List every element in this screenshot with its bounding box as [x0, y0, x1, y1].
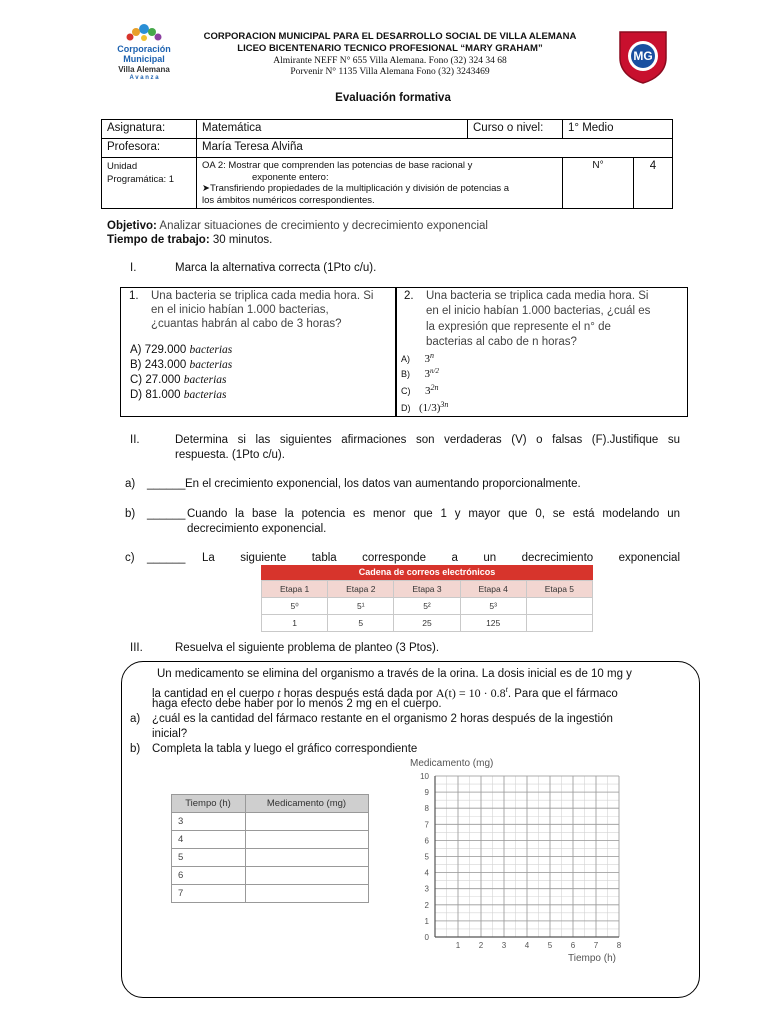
section1-num: I. — [130, 262, 137, 274]
q2-option-a-base: 3 — [424, 353, 431, 365]
time-cell: 7 — [172, 885, 246, 903]
q2-option-b-base: 3 — [424, 368, 431, 380]
mg-input-cell[interactable] — [246, 885, 369, 903]
oa-line-2: exponente entero: — [252, 171, 329, 183]
graph-y-ticks — [420, 772, 429, 942]
q2-option-c-letter: C) — [401, 386, 411, 396]
section2-title-1: Determina si las siguientes afirmaciones son verdaderas (V) o falsas (F).Justifique su — [175, 434, 680, 446]
mail-cell: 5² — [394, 598, 460, 615]
objetivo-text: Analizar situaciones de crecimiento y decrecimiento exponencial — [156, 220, 488, 232]
logo-text-1: Corporación — [117, 44, 171, 54]
y-tick-label: 5 — [424, 852, 429, 862]
y-tick-label: 1 — [424, 916, 429, 926]
q2-option-d-base: (1/3) — [419, 402, 441, 414]
s2-item-c-letter: c) — [125, 552, 135, 564]
q2-option-d[interactable] — [401, 400, 448, 414]
time-cell: 6 — [172, 867, 246, 885]
problem-line-2b: horas después está dada por — [280, 687, 436, 700]
oa-line-3 — [202, 183, 557, 195]
oa-cell — [197, 158, 563, 209]
x-tick-label: 4 — [524, 941, 530, 950]
q2-option-c-base: 3 — [425, 385, 431, 397]
graph-xlabel: Tiempo (h) — [568, 953, 616, 964]
x-tick-label: 6 — [570, 941, 576, 950]
n-value: 4 — [634, 158, 673, 209]
qa-line-1: ¿cuál es la cantidad del fármaco restante en el organismo 2 horas después de la ingestión — [152, 713, 613, 725]
q1-num: 1. — [129, 290, 139, 302]
mail-header-cell: Etapa 4 — [460, 581, 526, 598]
x-tick-label: 7 — [593, 941, 599, 950]
mail-cell: 5⁰ — [262, 598, 328, 615]
y-tick-label: 2 — [424, 900, 429, 910]
mail-cell: 5¹ — [328, 598, 394, 615]
y-tick-label: 7 — [424, 820, 429, 830]
mail-cell: 125 — [460, 615, 526, 632]
y-tick-label: 0 — [424, 933, 429, 942]
oa-line-1: OA 2: Mostrar que comprenden las potencias de base racional y — [202, 160, 473, 171]
y-tick-label: 8 — [424, 804, 429, 814]
q1-option-b-unit: bacterias — [189, 359, 233, 371]
arrow-bullet-icon: ➤ — [202, 183, 210, 194]
mg-input-cell[interactable] — [246, 813, 369, 831]
tiempo-line — [107, 233, 707, 248]
y-tick-label: 9 — [424, 788, 429, 798]
q2-option-b-exp: n/2 — [430, 367, 439, 375]
logo-text-4: A v a n z a — [129, 75, 159, 81]
mail-cell: 25 — [394, 615, 460, 632]
s2-item-b-blank[interactable]: ______ — [147, 508, 186, 520]
section2-num: II. — [130, 434, 140, 446]
q2-text-2: en el inicio habían 1.000 bacterias, ¿cuál es — [426, 305, 651, 317]
y-tick-label: 4 — [424, 868, 429, 878]
q2-num: 2. — [404, 290, 414, 302]
s2-item-a-blank[interactable]: ______ — [147, 478, 186, 490]
q2-option-d-exp: 3n — [440, 400, 449, 409]
medication-header-mg: Medicamento (mg) — [246, 795, 369, 813]
mail-header-row — [262, 581, 593, 598]
x-tick-label: 5 — [547, 941, 553, 950]
q1-option-b-letter: B) — [130, 359, 142, 371]
medication-graph[interactable] — [405, 752, 630, 967]
mg-input-cell[interactable] — [246, 867, 369, 885]
problem-line-1: Un medicamento se elimina del organismo a través de la orina. La dosis inicial es de 10 mg y — [157, 668, 632, 680]
section1-title: Marca la alternativa correcta (1Pto c/u). — [175, 262, 377, 274]
q1-option-a[interactable] — [130, 343, 232, 358]
q1-option-d[interactable] — [130, 388, 227, 403]
mail-cell — [526, 598, 592, 615]
x-tick-label: 8 — [616, 941, 622, 950]
q2-option-a[interactable] — [401, 351, 434, 365]
q1-option-d-letter: D) — [130, 389, 143, 401]
medication-header-row — [172, 795, 369, 813]
s2-item-a-letter: a) — [125, 478, 136, 490]
mail-table — [261, 580, 593, 632]
qa-line-2: inicial? — [152, 728, 188, 740]
logo-left — [106, 22, 182, 84]
profesora-value: María Teresa Alviña — [197, 139, 673, 158]
graph-ylabel: Medicamento (mg) — [410, 758, 494, 769]
problem-line-2c: . Para que el fármaco — [507, 687, 618, 700]
header-line-2: LICEO BICENTENARIO TECNICO PROFESIONAL “MARY GRAHAM” — [237, 43, 543, 54]
mail-header-cell: Etapa 3 — [394, 581, 460, 598]
time-cell: 3 — [172, 813, 246, 831]
q1-option-d-value: 81.000 — [145, 389, 181, 401]
section2-title-2: respuesta. (1Pto c/u). — [175, 449, 285, 461]
y-tick-label: 10 — [420, 772, 429, 781]
q2-text-3: la expresión que represente el n° de — [426, 321, 611, 333]
s2-item-a-text: En el crecimiento exponencial, los datos van aumentando proporcionalmente. — [185, 478, 581, 490]
table-row — [172, 885, 369, 903]
graph-grid — [435, 776, 619, 937]
q1-option-b-value: 243.000 — [144, 359, 187, 371]
header-line-4: Porvenir N° 1135 Villa Alemana Fono (32) 3243469 — [290, 67, 490, 77]
table-row — [172, 849, 369, 867]
section3-num: III. — [130, 642, 143, 654]
n-label: N° — [563, 158, 634, 209]
s2-item-c-blank[interactable]: ______ — [147, 552, 186, 564]
mail-header-cell: Etapa 5 — [526, 581, 592, 598]
curso-value: 1° Medio — [563, 120, 673, 139]
q2-option-a-letter: A) — [401, 354, 410, 364]
qb-letter: b) — [130, 743, 141, 755]
problem-line-2a: la cantidad en el cuerpo — [152, 687, 278, 700]
table-row — [172, 831, 369, 849]
mail-cell: 5³ — [460, 598, 526, 615]
unidad-label-1: Unidad — [107, 161, 138, 172]
q1-option-b[interactable] — [130, 358, 232, 373]
oa-line-3-text: Transfiriendo propiedades de la multiplicación y división de potencias a — [209, 183, 510, 194]
q1-option-c-value: 27.000 — [145, 374, 181, 386]
x-tick-label: 2 — [478, 941, 484, 950]
q1-option-a-letter: A) — [130, 344, 142, 356]
profesora-label: Profesora: — [102, 139, 197, 158]
mail-cell: 5 — [328, 615, 394, 632]
mail-cell: 1 — [262, 615, 328, 632]
logo-text-2: Municipal — [123, 54, 165, 64]
tiempo-value: 30 minutos. — [209, 234, 273, 246]
unidad-label-2: Programática: 1 — [107, 174, 175, 185]
y-tick-label: 6 — [424, 836, 429, 846]
q1-text-1: Una bacteria se triplica cada media hora. Si — [151, 290, 374, 302]
table-row — [172, 813, 369, 831]
q2-option-b[interactable] — [401, 367, 439, 380]
mg-input-cell[interactable] — [246, 849, 369, 867]
mail-header-cell: Etapa 1 — [262, 581, 328, 598]
q2-text-4: bacterias al cabo de n horas? — [426, 336, 577, 348]
mail-powers-row — [262, 598, 593, 615]
mail-values-row — [262, 615, 593, 632]
problem-formula-exp: t — [505, 685, 508, 694]
s2-item-b-letter: b) — [125, 508, 136, 520]
problem-t: t — [277, 687, 281, 700]
curso-label: Curso o nivel: — [468, 120, 563, 139]
q2-option-a-exp: n — [430, 351, 435, 360]
qa-letter: a) — [130, 713, 141, 725]
unidad-cell — [102, 158, 197, 209]
q1-text-3: ¿cuantas habrán al cabo de 3 horas? — [151, 318, 342, 330]
oa-line-4: los ámbitos numéricos correspondientes. — [202, 194, 375, 206]
q1-option-d-unit: bacterias — [183, 389, 227, 401]
asignatura-label: Asignatura: — [102, 120, 197, 139]
page-title: Evaluación formativa — [335, 92, 451, 104]
asignatura-value: Matemática — [197, 120, 468, 139]
mail-table-title: Cadena de correos electrónicos — [261, 565, 593, 580]
objetivo-line — [107, 219, 707, 234]
info-table — [101, 119, 673, 209]
q2-option-d-letter: D) — [401, 403, 411, 413]
x-tick-label: 1 — [455, 941, 461, 950]
graph-x-ticks — [456, 941, 622, 950]
q1-option-a-value: 729.000 — [144, 344, 187, 356]
section3-title: Resuelva el siguiente problema de planteo (3 Ptos). — [175, 642, 440, 654]
logo-right — [616, 28, 670, 84]
medication-table — [171, 794, 369, 903]
time-cell: 5 — [172, 849, 246, 867]
q1-text-2: en el inicio habían 1.000 bacterias, — [151, 304, 329, 316]
mail-header-cell: Etapa 2 — [328, 581, 394, 598]
q1-option-c-letter: C) — [130, 374, 143, 386]
tiempo-label: Tiempo de trabajo: — [107, 234, 210, 246]
mg-input-cell[interactable] — [246, 831, 369, 849]
q2-option-c-exp: 2n — [430, 383, 439, 392]
s2-item-c-text: La siguiente tabla corresponde a un decrecimiento exponencial — [202, 552, 680, 564]
table-row — [172, 867, 369, 885]
time-cell: 4 — [172, 831, 246, 849]
s2-item-b-text-2: decrecimiento exponencial. — [187, 523, 327, 535]
s2-item-b-text-1: Cuando la base la potencia es menor que 1 y mayor que 0, se está modelando un — [187, 508, 680, 520]
x-tick-label: 3 — [501, 941, 507, 950]
q1-option-a-unit: bacterias — [189, 344, 233, 356]
q2-option-c[interactable] — [401, 383, 439, 397]
logo-text-3: Villa Alemana — [118, 65, 170, 74]
q2-option-b-letter: B) — [401, 369, 410, 379]
qb-text: Completa la tabla y luego el gráfico correspondiente — [152, 743, 418, 755]
y-tick-label: 3 — [424, 884, 429, 894]
objetivo-label: Objetivo: — [107, 220, 157, 232]
q1-option-c[interactable] — [130, 373, 227, 388]
medication-header-time: Tiempo (h) — [172, 795, 246, 813]
header-line-3: Almirante NEFF N° 655 Villa Alemana. Fono (32) 324 34 68 — [273, 56, 507, 66]
problem-line-3: haga efecto debe haber por lo menos 2 mg en el cuerpo. — [152, 698, 442, 710]
q2-text-1: Una bacteria se triplica cada media hora. Si — [426, 290, 649, 302]
mail-cell — [526, 615, 592, 632]
header-line-1: CORPORACION MUNICIPAL PARA EL DESARROLLO SOCIAL DE VILLA ALEMANA — [203, 31, 577, 42]
logo-right-text: MG — [633, 49, 653, 63]
q1-option-c-unit: bacterias — [183, 374, 227, 386]
problem-formula: A(t) = 10 · 0.8 — [435, 685, 506, 700]
